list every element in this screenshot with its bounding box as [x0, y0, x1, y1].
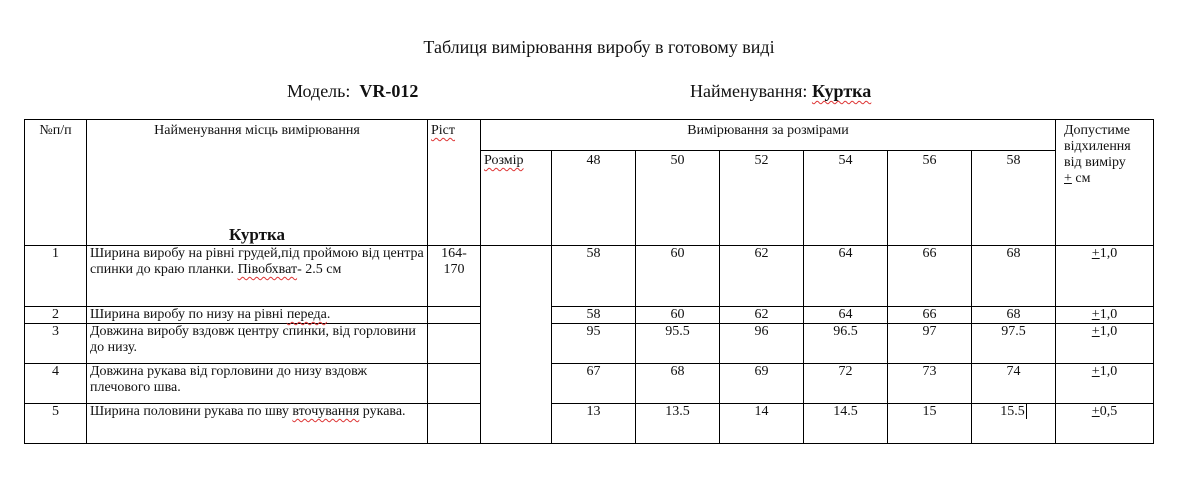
table-cell: 95.5 — [636, 324, 720, 364]
table-cell: 58 — [552, 246, 636, 307]
header-number: №п/п — [25, 120, 87, 246]
table-cell: 15 — [888, 404, 972, 444]
table-cell: 13 — [552, 404, 636, 444]
name-line — [690, 81, 871, 102]
table-cell: 69 — [720, 364, 804, 404]
row-description: Ширина виробу по низу на рівні переда. — [87, 307, 428, 324]
header-place-label: Найменування місць вимірювання — [154, 123, 360, 138]
table-cell: 74 — [972, 364, 1056, 404]
model-line — [287, 81, 418, 102]
row-number: 1 — [25, 246, 87, 307]
header-tolerance-label: Допустиме відхилення від виміру — [1064, 123, 1131, 170]
row-growth — [428, 324, 481, 364]
table-cell: 58 — [552, 307, 636, 324]
table-row — [25, 307, 1154, 324]
plus-minus-icon: + — [1064, 171, 1072, 186]
table-row — [25, 246, 1154, 307]
row-number: 3 — [25, 324, 87, 364]
row-growth — [428, 307, 481, 324]
size-label-column — [481, 246, 552, 444]
row-number: 5 — [25, 404, 87, 444]
table-cell: 67 — [552, 364, 636, 404]
table-cell: 68 — [972, 307, 1056, 324]
table-cell: 97.5 — [972, 324, 1056, 364]
row-growth: 164-170 — [428, 246, 481, 307]
row-growth — [428, 404, 481, 444]
row-growth — [428, 364, 481, 404]
table-cell: 96 — [720, 324, 804, 364]
model-label: Модель: — [287, 81, 351, 101]
document-title: Таблиця вимірювання виробу в готовому виді — [423, 37, 775, 57]
row-description: Довжина виробу вздовж центру спинки, від горловини до низу. — [87, 324, 428, 364]
table-cell: 68 — [972, 246, 1056, 307]
table-cell: 14.5 — [804, 404, 888, 444]
size-value: 50 — [636, 151, 720, 246]
table-cell: 68 — [636, 364, 720, 404]
table-cell: 72 — [804, 364, 888, 404]
table-cell: 97 — [888, 324, 972, 364]
plus-minus-icon: + — [1091, 246, 1100, 261]
size-value: 52 — [720, 151, 804, 246]
name-label: Найменування: — [690, 81, 808, 101]
header-place-sub: Куртка — [228, 225, 286, 244]
table-cell[interactable] — [972, 404, 1056, 444]
table-cell: 60 — [636, 307, 720, 324]
table-cell: 60 — [636, 246, 720, 307]
table-cell: 66 — [888, 307, 972, 324]
row-description: Ширина виробу на рівні грудей,під проймою від центра спинки до краю планки. Півобхват- 2.5 см — [87, 246, 428, 307]
name-value: Куртка — [811, 81, 872, 101]
row-description: Довжина рукава від горловини до низу вздовж плечового шва. — [87, 364, 428, 404]
size-value: 54 — [804, 151, 888, 246]
table-row — [25, 364, 1154, 404]
row-number: 2 — [25, 307, 87, 324]
text-cursor: 15.5 — [1000, 404, 1025, 419]
plus-minus-icon: + — [1091, 364, 1100, 379]
header-tolerance — [1056, 120, 1154, 246]
size-label: Розмір — [481, 151, 552, 246]
size-value: 56 — [888, 151, 972, 246]
table-cell: 64 — [804, 307, 888, 324]
header-measurements: Вимірювання за розмірами — [481, 120, 1056, 151]
plus-minus-icon: + — [1091, 307, 1100, 322]
table-cell: 95 — [552, 324, 636, 364]
row-tolerance: +1,0 — [1056, 246, 1154, 307]
table-cell: 64 — [804, 246, 888, 307]
header-tolerance-unit: см — [1071, 171, 1091, 186]
row-number: 4 — [25, 364, 87, 404]
table-row — [25, 324, 1154, 364]
table-cell: 13.5 — [636, 404, 720, 444]
table-row — [25, 404, 1154, 444]
plus-minus-icon: + — [1091, 404, 1100, 419]
size-value: 48 — [552, 151, 636, 246]
measurement-table — [24, 119, 1154, 444]
model-value: VR-012 — [359, 81, 419, 101]
plus-minus-icon: + — [1091, 324, 1100, 339]
table-cell: 96.5 — [804, 324, 888, 364]
table-cell: 14 — [720, 404, 804, 444]
header-place — [87, 120, 428, 246]
table-cell: 62 — [720, 246, 804, 307]
row-tolerance: +0,5 — [1056, 404, 1154, 444]
row-tolerance: +1,0 — [1056, 364, 1154, 404]
table-cell: 66 — [888, 246, 972, 307]
row-tolerance: +1,0 — [1056, 324, 1154, 364]
size-value: 58 — [972, 151, 1056, 246]
row-description: Ширина половини рукава по шву вточування рукава. — [87, 404, 428, 444]
table-cell: 73 — [888, 364, 972, 404]
table-cell: 62 — [720, 307, 804, 324]
header-growth: Ріст — [428, 120, 481, 246]
row-tolerance: +1,0 — [1056, 307, 1154, 324]
